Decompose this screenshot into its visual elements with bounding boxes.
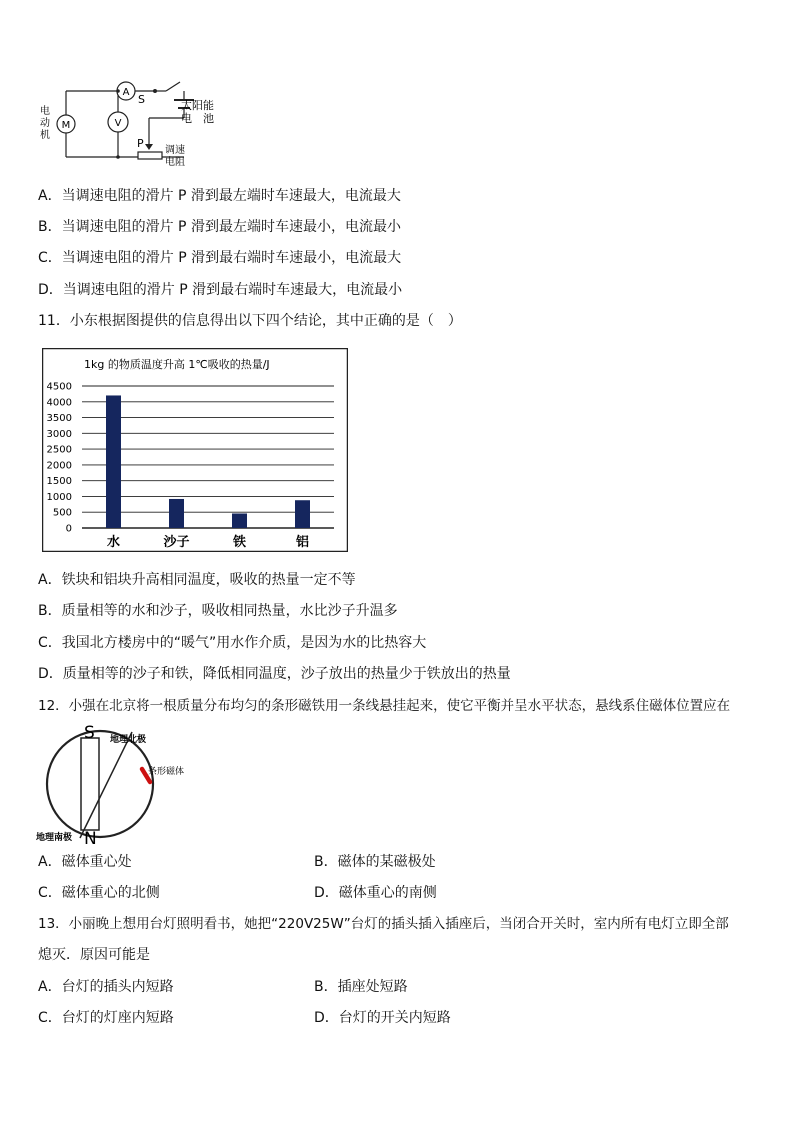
motor-label: M	[61, 120, 71, 131]
y-tick-label: 3500	[46, 413, 72, 425]
resistor-label-2: 电阻	[165, 157, 185, 168]
q13-stem-line-2: 熄灭．原因可能是	[38, 947, 150, 963]
bar-铝	[295, 500, 310, 528]
switch-label: S	[138, 93, 145, 106]
pole-s-label: S	[84, 724, 95, 743]
q10-option-d: D．当调速电阻的滑片 P 滑到最右端时车速最大，电流最小	[38, 282, 403, 298]
battery-label-1: 太阳能	[181, 99, 214, 112]
x-category-label: 铁	[232, 535, 247, 550]
q11-stem: 11．小东根据图提供的信息得出以下四个结论，其中正确的是（ ）	[38, 313, 462, 329]
motor-side-char-2: 动	[40, 118, 50, 129]
magnet-earth-diagram	[34, 724, 194, 846]
q13-option-c: C．台灯的灯座内短路	[38, 1010, 174, 1026]
y-tick-label: 1000	[46, 491, 72, 503]
q13-stem-line-1: 13．小丽晚上想用台灯照明看书，她把“220V25W”台灯的插头插入插座后，当闭合开关时，室内所有电灯立即全部	[38, 916, 729, 932]
q11-option-b: B．质量相等的水和沙子，吸收相同热量，水比沙子升温多	[38, 603, 398, 619]
voltmeter-label: V	[114, 118, 122, 129]
y-tick-label: 0	[65, 523, 72, 535]
q10-option-c: C．当调速电阻的滑片 P 滑到最右端时车速最小，电流最大	[38, 250, 402, 266]
q13-option-d: D．台灯的开关内短路	[314, 1010, 451, 1026]
y-tick-label: 1500	[46, 476, 72, 488]
motor-side-char-1: 电	[40, 106, 50, 117]
q12-option-c: C．磁体重心的北侧	[38, 885, 160, 901]
y-tick-label: 4000	[46, 397, 72, 409]
q11-option-c: C．我国北方楼房中的“暖气”用水作介质，是因为水的比热容大	[38, 635, 427, 651]
q13-option-a: A．台灯的插头内短路	[38, 979, 174, 995]
pole-n-label: N	[84, 829, 97, 846]
q12-option-b: B．磁体的某磁极处	[314, 854, 436, 870]
x-category-label: 沙子	[163, 535, 190, 550]
ammeter-label: A	[122, 87, 130, 98]
y-tick-label: 2500	[46, 444, 72, 456]
q12-stem: 12．小强在北京将一根质量分布均匀的条形磁铁用一条线悬挂起来，使它平衡并呈水平状态，悬线系住磁体位置应在	[38, 698, 731, 714]
q11-option-d: D．质量相等的沙子和铁，降低相同温度，沙子放出的热量少于铁放出的热量	[38, 666, 511, 682]
battery-label-2: 电 池	[181, 112, 214, 125]
motor-side-char-3: 机	[40, 130, 50, 141]
q10-option-a: A．当调速电阻的滑片 P 滑到最左端时车速最大，电流最大	[38, 188, 401, 204]
q13-option-b: B．插座处短路	[314, 979, 408, 995]
bar-水	[106, 395, 121, 528]
y-tick-label: 3000	[46, 428, 72, 440]
resistor-label-1: 调速	[165, 145, 185, 156]
specific-heat-bar-chart	[42, 348, 348, 552]
circuit-diagram	[34, 78, 230, 172]
x-category-label: 铝	[295, 535, 310, 550]
y-tick-label: 500	[52, 507, 72, 519]
x-category-label: 水	[106, 535, 121, 550]
q11-option-a: A．铁块和铝块升高相同温度，吸收的热量一定不等	[38, 572, 356, 588]
geo-north-label: 地理北极	[110, 735, 147, 745]
magnet-label: 条形磁体	[148, 767, 185, 777]
y-tick-label: 4500	[46, 381, 72, 393]
q12-option-d: D．磁体重心的南侧	[314, 885, 437, 901]
bar-沙子	[169, 499, 184, 528]
geo-south-label: 地理南极	[36, 833, 73, 843]
y-tick-label: 2000	[46, 460, 72, 472]
chart-title: 1kg 的物质温度升高 1℃吸收的热量/J	[84, 358, 270, 371]
q12-option-a: A．磁体重心处	[38, 854, 132, 870]
slider-label: P	[137, 137, 144, 150]
bar-铁	[232, 513, 247, 528]
q10-option-b: B．当调速电阻的滑片 P 滑到最左端时车速最小，电流最小	[38, 219, 401, 235]
